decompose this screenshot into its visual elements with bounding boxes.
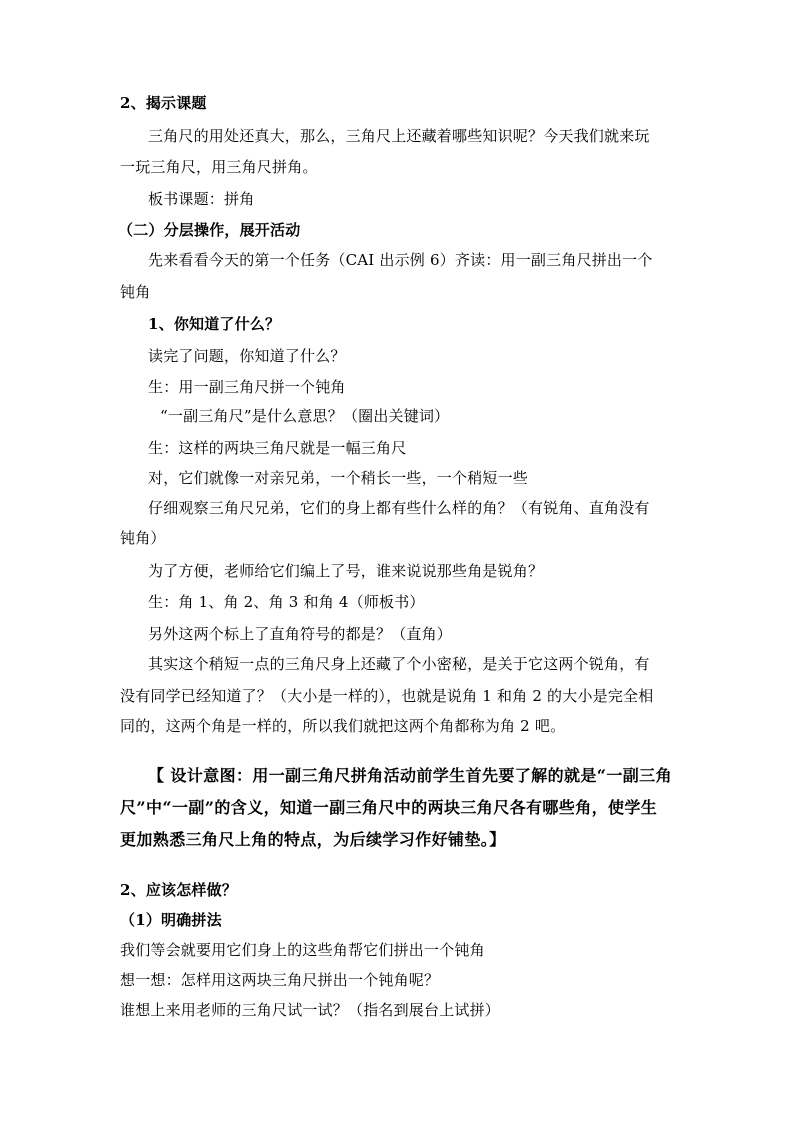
q1-line-6a: 仔细观察三角尺兄弟，它们的身上都有些什么样的角？（有锐角、直角没有 xyxy=(148,499,650,517)
q2-subheading: （1）明确拼法 xyxy=(120,911,222,929)
q1-line-7: 为了方便，老师给它们编上了号，谁来说说那些角是锐角？ xyxy=(148,562,544,580)
q1-line-4: 生：这样的两块三角尺就是一幅三角尺 xyxy=(148,439,407,457)
q1-line-8: 生：角 1、角 2、角 3 和角 4（师板书） xyxy=(148,593,425,611)
q2-line-2: 想一想：怎样用这两块三角尺拼出一个钝角呢？ xyxy=(120,971,440,989)
section-heading-reveal-topic: 2、揭示课题 xyxy=(120,94,207,112)
q2-line-1: 我们等会就要用它们身上的这些角帮它们拼出一个钝角 xyxy=(120,941,485,959)
part2-heading: （二）分层操作，展开活动 xyxy=(118,221,301,239)
q1-line-6b: 钝角） xyxy=(120,529,166,547)
task-line-2: 钝角 xyxy=(120,283,151,301)
q1-line-10a: 其实这个稍短一点的三角尺身上还藏了个小密秘，是关于它这两个锐角，有 xyxy=(148,655,650,673)
q1-line-9: 另外这两个标上了直角符号的都是？（直角） xyxy=(148,625,453,643)
q2-line-3: 谁想上来用老师的三角尺试一试？（指名到展台上试拼） xyxy=(120,1001,501,1019)
board-title-line: 板书课题：拼角 xyxy=(148,190,255,208)
question2-heading: 2、应该怎样做？ xyxy=(120,881,238,899)
paragraph-intro-line-2: 一玩三角尺，用三角尺拼角。 xyxy=(120,158,318,176)
task-line-1: 先来看看今天的第一个任务（CAI 出示例 6）齐读：用一副三角尺拼出一个 xyxy=(148,251,653,269)
q1-line-10b: 没有同学已经知道了？（大小是一样的），也就是说角 1 和角 2 的大小是完全相 xyxy=(120,687,654,705)
q1-line-2: 生：用一副三角尺拼一个钝角 xyxy=(148,378,346,396)
q1-line-10c: 同的，这两个角是一样的，所以我们就把这两个角都称为角 2 吧。 xyxy=(120,717,566,735)
design-intent-line-2: 尺”中“一副”的含义，知道一副三角尺中的两块三角尺各有哪些角，使学生 xyxy=(120,798,658,817)
design-intent-line-1: 【 设计意图：用一副三角尺拼角活动前学生首先要了解的就是“一副三角 xyxy=(148,766,672,785)
design-intent-line-3: 更加熟悉三角尺上角的特点，为后续学习作好铺垫。】 xyxy=(120,830,506,849)
paragraph-intro-line-1: 三角尺的用处还真大，那么，三角尺上还藏着哪些知识呢？今天我们就来玩 xyxy=(148,127,650,145)
q1-line-1: 读完了问题，你知道了什么？ xyxy=(148,347,346,365)
q1-line-5: 对，它们就像一对亲兄弟，一个稍长一些，一个稍短一些 xyxy=(148,469,529,487)
q1-line-3: “一副三角尺”是什么意思？（圈出关键词） xyxy=(160,407,450,425)
question1-heading: 1、你知道了什么？ xyxy=(148,315,281,333)
